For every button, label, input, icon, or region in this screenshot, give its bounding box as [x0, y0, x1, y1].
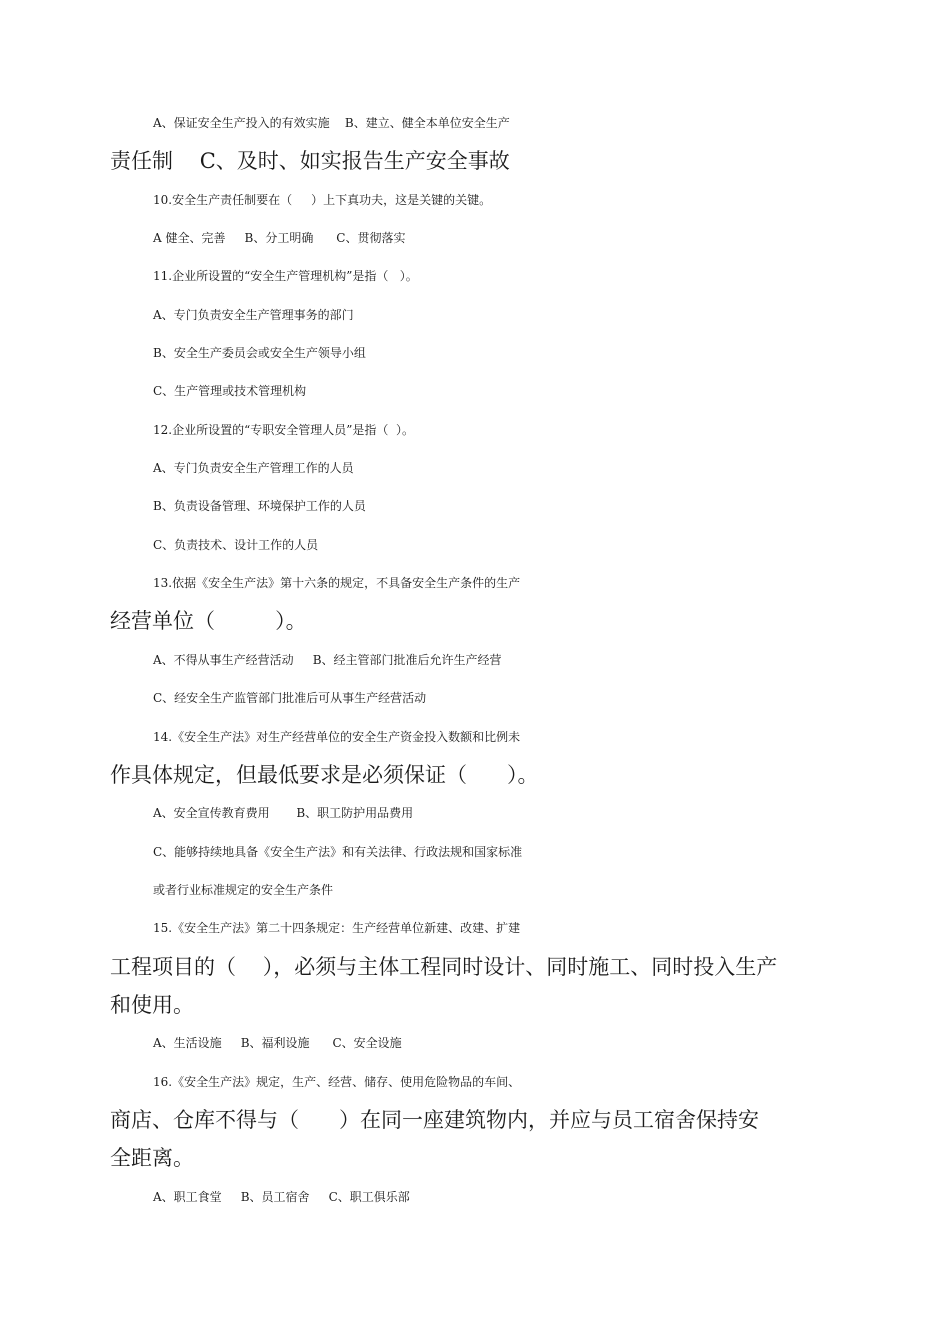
text-line: 16.《安全生产法》规定，生产、经营、储存、使用危险物品的车间、 — [153, 1074, 521, 1089]
text-line: 作具体规定，但最低要求是必须保证（ ）。 — [110, 762, 539, 787]
text-line: B、负责设备管理、环境保护工作的人员 — [153, 499, 366, 514]
text-line: 商店、仓库不得与（ ）在同一座建筑物内，并应与员工宿舍保持安 — [110, 1107, 760, 1132]
text-line: 或者行业标准规定的安全生产条件 — [153, 882, 334, 897]
text-line: 全距离。 — [110, 1146, 194, 1171]
text-line: A、生活设施 B、福利设施 C、安全设施 — [153, 1036, 402, 1051]
text-line: 工程项目的（ ），必须与主体工程同时设计、同时施工、同时投入生产 — [110, 954, 778, 979]
text-line: 10.安全生产责任制要在（ ）上下真功夫，这是关键的关键。 — [153, 192, 492, 207]
text-line: 13.依据《安全生产法》第十六条的规定，不具备安全生产条件的生产 — [153, 576, 521, 591]
text-line: A、安全宣传教育费用 B、职工防护用品费用 — [153, 806, 414, 821]
text-line: 14.《安全生产法》对生产经营单位的安全生产资金投入数额和比例未 — [153, 729, 521, 744]
text-line: 11.企业所设置的“安全生产管理机构”是指（ ）。 — [153, 269, 418, 284]
text-line: A、保证安全生产投入的有效实施 B、建立、健全本单位安全生产 — [153, 116, 510, 130]
text-line: A、专门负责安全生产管理事务的部门 — [153, 307, 354, 322]
text-line: A、专门负责安全生产管理工作的人员 — [153, 461, 354, 476]
text-line: C、负责技术、设计工作的人员 — [153, 537, 319, 552]
document-body — [110, 104, 845, 1216]
text-line: C、经安全生产监管部门批准后可从事生产经营活动 — [153, 691, 427, 706]
text-line: B、安全生产委员会或安全生产领导小组 — [153, 346, 366, 361]
text-line: 经营单位（ ）。 — [110, 609, 307, 634]
text-line: A、职工食堂 B、员工宿舍 C、职工俱乐部 — [153, 1189, 410, 1204]
text-line: C、能够持续地具备《安全生产法》和有关法律、行政法规和国家标准 — [153, 844, 523, 859]
text-line: A 健全、完善 B、分工明确 C、贯彻落实 — [153, 231, 406, 246]
text-line: A、不得从事生产经营活动 B、经主管部门批准后允许生产经营 — [153, 652, 502, 667]
text-line: 和使用。 — [110, 992, 194, 1017]
text-line: C、生产管理或技术管理机构 — [153, 384, 307, 399]
text-line: 15.《安全生产法》第二十四条规定：生产经营单位新建、改建、扩建 — [153, 921, 521, 936]
text-line: 12.企业所设置的“专职安全管理人员”是指（ ）。 — [153, 422, 414, 437]
text-line: 责任制 C、及时、如实报告生产安全事故 — [110, 149, 510, 174]
